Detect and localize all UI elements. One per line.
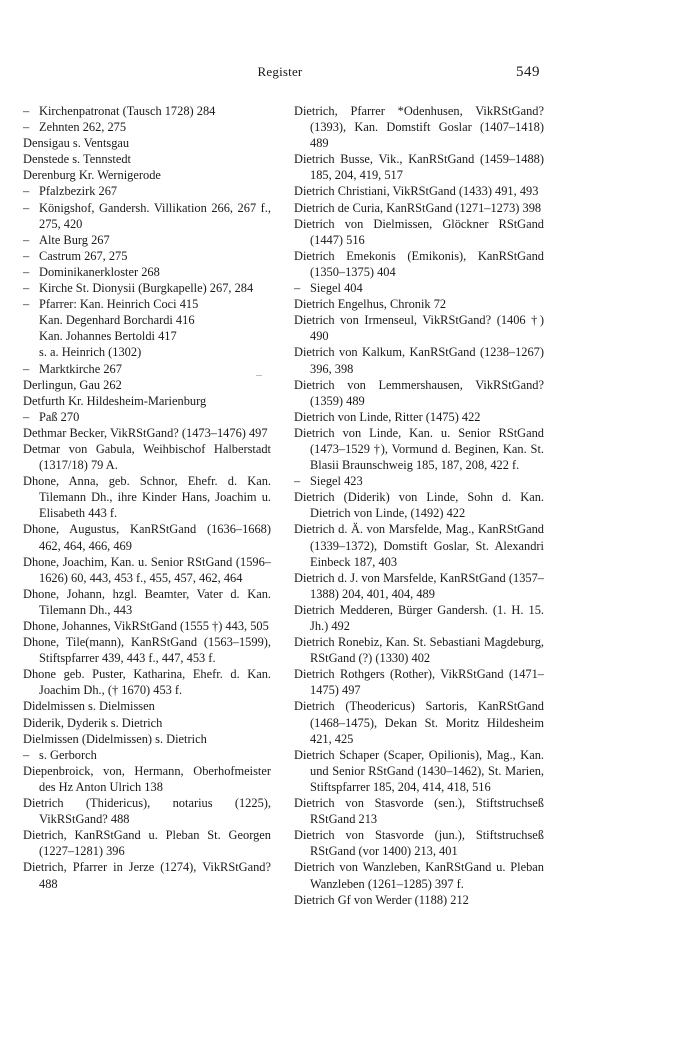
index-entry: Dietrich Rothgers (Rother), VikRStGand (1471–1475) 497	[294, 667, 544, 698]
index-entry: Dietrich de Curia, KanRStGand (1271–1273) 398	[294, 200, 542, 215]
index-entry: Dietrich Medderen, Bürger Gandersh. (1. H. 15. Jh.) 492	[294, 602, 544, 633]
index-entry: Dietrich d. J. von Marsfelde, KanRStGand (1357–1388) 204, 401, 404, 489	[294, 570, 544, 601]
subentry-dash: –	[23, 184, 30, 199]
index-entry: Dhone, Johannes, VikRStGand (1555 †) 443, 505	[23, 619, 269, 633]
index-entry: Dhone, Tile(mann), KanRStGand (1563–1599), Stiftspfarrer 439, 443 f., 447, 453 f.	[23, 635, 271, 666]
subentry-dash: –	[23, 297, 30, 312]
index-continuation: Kan. Degenhard Borchardi 416	[39, 313, 195, 328]
subentry-text: Paß 270	[39, 409, 80, 424]
index-entry: Dietrich Ronebiz, Kan. St. Sebastiani Magdeburg, RStGand (?) (1330) 402	[294, 635, 544, 666]
index-entry: Diderik, Dyderik s. Dietrich	[23, 715, 163, 730]
subentry-dash: –	[23, 104, 30, 118]
index-entry: Dietrich von Stasvorde (jun.), Stiftstruchseß RStGand (vor 1400) 213, 401	[294, 828, 544, 859]
index-entry: Dhone geb. Puster, Katharina, Ehefr. d. Kan. Joachim Dh., († 1670) 453 f.	[23, 667, 271, 698]
index-entry: Didelmissen s. Dielmissen	[23, 699, 155, 714]
subentry-text: Pfalzbezirk 267	[39, 184, 118, 199]
index-entry: Dietrich, Pfarrer in Jerze (1274), VikRStGand? 488	[23, 860, 271, 891]
subentry-text: Königshof, Gandersh. Villikation 266, 267 f., 275, 420	[39, 200, 271, 231]
index-entry: Dietrich Schaper (Scaper, Opilionis), Mag., Kan. und Senior RStGand (1430–1462), St. Marien, Stiftspfarrer 185, 204, 414, 418, 516	[294, 747, 544, 794]
index-entry: Dietrich Busse, Vik., KanRStGand (1459–1488) 185, 204, 419, 517	[294, 152, 544, 183]
index-entry: Dietrich von Dielmissen, Glöckner RStGand (1447) 516	[294, 216, 544, 247]
index-entry: Dielmissen (Didelmissen) s. Dietrich	[23, 731, 207, 746]
subentry-dash: –	[23, 747, 30, 762]
subentry-text: Pfarrer: Kan. Heinrich Coci 415	[39, 297, 199, 312]
index-entry: Dietrich (Thidericus), notarius (1225), VikRStGand? 488	[23, 796, 271, 827]
index-entry: Derenburg Kr. Wernigerode	[23, 168, 161, 183]
subentry-text: Marktkirche 267	[39, 361, 122, 376]
index-subentry	[23, 232, 271, 248]
subentry-dash: –	[294, 474, 301, 489]
index-entry: Dhone, Augustus, KanRStGand (1636–1668) 462, 464, 466, 469	[23, 522, 271, 553]
index-subentry	[294, 280, 544, 296]
index-entry: Dietrich, Pfarrer *Odenhusen, VikRStGand? (1393), Kan. Domstift Goslar (1407–1418) 489	[294, 104, 544, 151]
index-subentry	[23, 119, 271, 135]
index-subentry	[23, 409, 271, 425]
index-entry: Derlingun, Gau 262	[23, 377, 122, 392]
index-entry: Dietrich d. Ä. von Marsfelde, Mag., KanRStGand (1339–1372), Domstift Goslar, St. Alexandri Einbeck 187, 403	[294, 522, 544, 569]
subentry-dash: –	[23, 409, 30, 424]
subentry-dash: –	[23, 120, 30, 135]
subentry-text: Kirche St. Dionysii (Burgkapelle) 267, 284	[39, 281, 254, 296]
index-subentry	[23, 747, 271, 763]
subentry-dash: –	[23, 200, 30, 215]
index-entry: Dietrich Engelhus, Chronik 72	[294, 297, 447, 312]
running-title: Register	[257, 64, 303, 79]
index-column-left	[23, 103, 271, 892]
index-entry: Detmar von Gabula, Weihbischof Halberstadt (1317/18) 79 A.	[23, 441, 271, 473]
subentry-text: Siegel 423	[310, 474, 363, 489]
index-entry: Dietrich von Wanzleben, KanRStGand u. Pleban Wanzleben (1261–1285) 397 f.	[294, 860, 544, 891]
subentry-text: Dominikanerkloster 268	[39, 264, 160, 279]
index-subentry	[23, 103, 271, 119]
index-subentry	[23, 361, 271, 377]
index-entry: Dhone, Johann, hzgl. Beamter, Vater d. Kan. Tilemann Dh., 443	[23, 586, 271, 617]
index-entry: Dietrich von Linde, Ritter (1475) 422	[294, 409, 481, 424]
index-subentry	[23, 280, 271, 296]
index-subentry	[23, 296, 271, 312]
index-entry: Dietrich von Irmenseul, VikRStGand? (1406 †) 490	[294, 313, 544, 344]
index-entry: Dietrich (Theodericus) Sartoris, KanRStGand (1468–1475), Dekan St. Moritz Hildesheim 421, 425	[294, 699, 544, 746]
subentry-text: s. Gerborch	[39, 747, 97, 762]
index-column-right	[294, 103, 544, 908]
page-number: 549	[516, 64, 540, 80]
subentry-text: Alte Burg 267	[39, 232, 110, 247]
index-subentry	[294, 473, 544, 489]
index-subentry	[23, 248, 271, 264]
index-subentry	[23, 200, 271, 232]
index-entry: Dietrich von Linde, Kan. u. Senior RStGand (1473–1529 †), Vormund d. Beginen, Kan. St. Blasii Braunschweig 185, 187, 208, 422 f.	[294, 425, 544, 473]
index-entry: Denstede s. Tennstedt	[23, 152, 131, 167]
index-entry: Diepenbroick, von, Hermann, Oberhofmeister des Hz Anton Ulrich 138	[23, 763, 271, 794]
index-entry: Dietrich von Kalkum, KanRStGand (1238–1267) 396, 398	[294, 345, 544, 376]
index-subentry	[23, 264, 271, 280]
page-header	[0, 64, 700, 86]
subentry-dash: –	[23, 248, 30, 263]
index-entry: Dhone, Anna, geb. Schnor, Ehefr. d. Kan. Tilemann Dh., ihre Kinder Hans, Joachim u. Elisabeth 443 f.	[23, 474, 271, 521]
subentry-dash: –	[294, 281, 301, 296]
index-entry: Densigau s. Ventsgau	[23, 136, 130, 151]
subentry-text: Siegel 404	[310, 281, 363, 296]
subentry-text: Kirchenpatronat (Tausch 1728) 284	[39, 104, 216, 118]
index-entry: Dhone, Joachim, Kan. u. Senior RStGand (1596–1626) 60, 443, 453 f., 455, 457, 462, 464	[23, 554, 271, 585]
index-entry: Dietrich Emekonis (Emikonis), KanRStGand (1350–1375) 404	[294, 248, 544, 279]
index-entry: Dietrich von Stasvorde (sen.), Stiftstruchseß RStGand 213	[294, 796, 544, 827]
index-continuation: Kan. Johannes Bertoldi 417	[39, 329, 177, 344]
index-entry: Dietrich (Diderik) von Linde, Sohn d. Kan. Dietrich von Linde, (1492) 422	[294, 490, 544, 521]
subentry-text: Castrum 267, 275	[39, 248, 128, 263]
index-entry: Dietrich, KanRStGand u. Pleban St. Georgen (1227–1281) 396	[23, 828, 271, 859]
index-entry: Dietrich von Lemmershausen, VikRStGand? (1359) 489	[294, 377, 544, 408]
index-entry: Dietrich Christiani, VikRStGand (1433) 491, 493	[294, 184, 539, 199]
index-entry: Dethmar Becker, VikRStGand? (1473–1476) 497	[23, 425, 268, 440]
subentry-text: Zehnten 262, 275	[39, 120, 127, 135]
subentry-dash: –	[23, 361, 30, 376]
subentry-dash: –	[23, 281, 30, 296]
subentry-dash: –	[23, 264, 30, 279]
index-entry: Detfurth Kr. Hildesheim-Marienburg	[23, 393, 207, 408]
index-subentry	[23, 183, 271, 199]
index-entry: Dietrich Gf von Werder (1188) 212	[294, 892, 469, 907]
subentry-dash: –	[23, 232, 30, 247]
index-continuation: s. a. Heinrich (1302)	[39, 345, 142, 360]
